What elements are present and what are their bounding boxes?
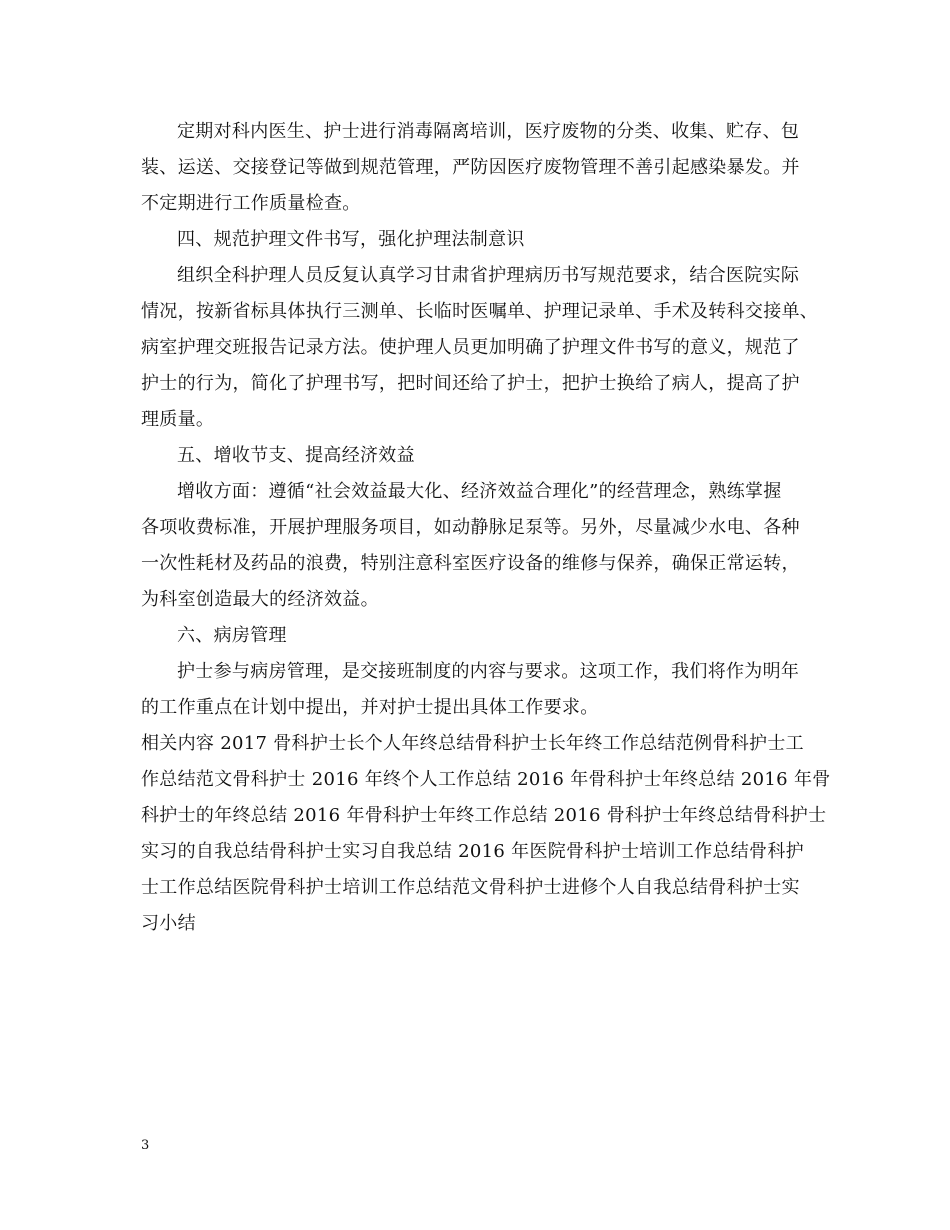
paragraph-line: 为科室创造最大的经济效益。 bbox=[141, 589, 379, 610]
paragraph-line: 定期对科内医生、护士进行消毒隔离培训，医疗废物的分类、收集、贮存、包 bbox=[177, 121, 800, 142]
related-content-line: 士工作总结医院骨科护士培训工作总结范文骨科护士进修个人自我总结骨科护士实 bbox=[141, 877, 800, 898]
related-content-line: 科护士的年终总结 2016 年骨科护士年终工作总结 2016 骨科护士年终总结骨科护士 bbox=[141, 805, 827, 826]
paragraph-line: 护士的行为，简化了护理书写，把时间还给了护士，把护士换给了病人，提高了护 bbox=[141, 373, 800, 394]
page-number: 3 bbox=[141, 1138, 150, 1153]
paragraph-line: 理质量。 bbox=[141, 409, 215, 430]
paragraph-line: 不定期进行工作质量检查。 bbox=[141, 193, 361, 214]
paragraph-line: 病室护理交班报告记录方法。使护理人员更加明确了护理文件书写的意义，规范了 bbox=[141, 337, 800, 358]
paragraph-line: 的工作重点在计划中提出，并对护士提出具体工作要求。 bbox=[141, 697, 599, 718]
related-content-line: 习小结 bbox=[141, 913, 196, 934]
paragraph-line: 组织全科护理人员反复认真学习甘肃省护理病历书写规范要求，结合医院实际 bbox=[177, 265, 800, 286]
section-heading: 四、规范护理文件书写，强化护理法制意识 bbox=[177, 229, 525, 250]
paragraph-line: 情况，按新省标具体执行三测单、长临时医嘱单、护理记录单、手术及转科交接单、 bbox=[141, 301, 819, 322]
section-heading: 六、病房管理 bbox=[177, 625, 287, 646]
paragraph-line: 各项收费标准，开展护理服务项目，如动静脉足泵等。另外，尽量减少水电、各种 bbox=[141, 517, 800, 538]
related-content-line: 实习的自我总结骨科护士实习自我总结 2016 年医院骨科护士培训工作总结骨科护 bbox=[141, 841, 804, 862]
paragraph-line: 装、运送、交接登记等做到规范管理，严防因医疗废物管理不善引起感染暴发。并 bbox=[141, 157, 800, 178]
related-content-line: 相关内容 2017 骨科护士长个人年终总结骨科护士长年终工作总结范例骨科护士工 bbox=[141, 733, 804, 754]
paragraph-line: 一次性耗材及药品的浪费，特别注意科室医疗设备的维修与保养，确保正常运转， bbox=[141, 553, 800, 574]
related-content-line: 作总结范文骨科护士 2016 年终个人工作总结 2016 年骨科护士年终总结 2016 年骨 bbox=[141, 769, 831, 790]
paragraph-line: 护士参与病房管理，是交接班制度的内容与要求。这项工作，我们将作为明年 bbox=[177, 661, 800, 682]
section-heading: 五、增收节支、提高经济效益 bbox=[177, 445, 415, 466]
paragraph-line: 增收方面：遵循“社会效益最大化、经济效益合理化”的经营理念，熟练掌握 bbox=[177, 481, 782, 502]
